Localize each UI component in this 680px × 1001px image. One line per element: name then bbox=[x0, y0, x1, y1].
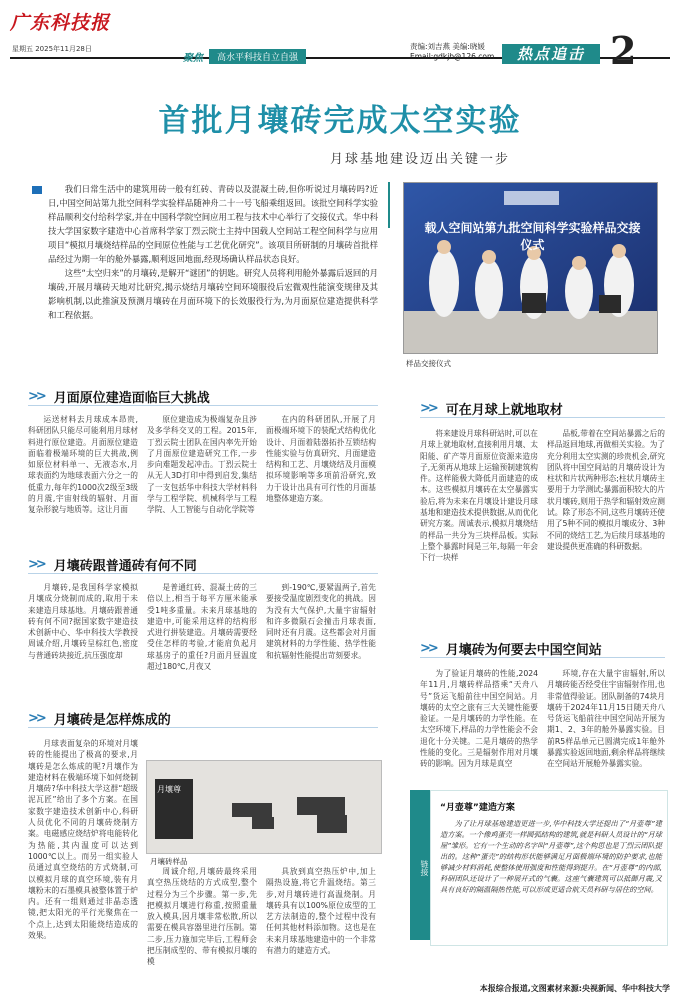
intro-paragraph: 我们日常生活中的建筑用砖一般有红砖、青砖以及混凝土砖,但你听说过月壤砖吗?近日,中国空间站第九批空间科学实验样品随神舟二十一号飞船乘组返回。该批空间科学实验样品顺利交付给科学家,并在中国科学院空间应用工程与技术中心举行了交接仪式。华中科技大学国家数字建造中心首席科学家丁烈云院士主持中国载人空间站工程空间科学与应用项目“模拟月壤烧结样品的空间原位性能与工艺优化研究”。该项目所研制的月壤砖首批样品经过为期一年的舱外暴露,顺利返回地面,经现场确认样品状态良好。 bbox=[48, 184, 378, 264]
editors-line: 责编:刘吉燕 美编:晓媛 bbox=[410, 42, 485, 51]
section-heading-text: 月壤砖是怎样炼成的 bbox=[53, 713, 171, 728]
link-title: “月壶尊”建造方案 bbox=[440, 803, 515, 813]
page-number: 2 bbox=[610, 28, 637, 73]
section-column bbox=[28, 582, 138, 661]
chevron-right-icon: >> bbox=[420, 641, 436, 656]
brick-photo bbox=[146, 760, 382, 854]
intro-text bbox=[48, 182, 378, 322]
section-paragraph: 具放到真空热压炉中,加上隔热设施,将它升温烧结。第三步,对月壤砖进行高温烧制。月壤砖具有以100%原位成型的工艺方法制造的,整个过程中没有任何其他材料添加物。这也是在未来月球基地建造中的一个非常有潜力的建造方式。 bbox=[266, 867, 376, 956]
section-paragraph: 为了验证月壤砖的性能,2024年11月,月壤砖样品搭乘“天舟八号”货运飞船前往中国空间站。月壤砖的太空之旅有三大关键性能要验证。一是月壤砖的力学性能。在太空环境下,样品的力学性能会不会退化十分关键。二是月壤砖的热学性能的变化。三是辐射作用对月壤砖的影响。因为月球是真空 bbox=[420, 669, 538, 769]
section-column bbox=[547, 668, 665, 770]
photo-banner: 载人空间站第九批空间科学实验样品交接仪式 bbox=[424, 221, 641, 252]
section-column bbox=[28, 738, 138, 941]
chevron-right-icon: >> bbox=[420, 401, 436, 416]
section-column bbox=[266, 582, 376, 661]
ceremony-photo bbox=[403, 182, 658, 354]
section-heading-text: 月壤砖为何要去中国空间站 bbox=[445, 643, 602, 658]
section-heading-5 bbox=[28, 710, 378, 728]
article-subtitle: 月球基地建设迈出关键一步 bbox=[329, 152, 510, 167]
section-heading-4 bbox=[420, 640, 665, 658]
section-paragraph: 周诚介绍,月壤砖最终采用真空热压烧结的方式成型,整个过程分为三个步骤。第一步,先把模拟月壤进行称重,按照重量放入模具,因月壤非常松散,所以需要在模具容器里进行压制。第二步,压力施加完毕后,工程师会把压制成型的、带有模拟月壤的模 bbox=[147, 867, 257, 967]
source-note: 本报综合报道,文图素材来源:央视新闻、华中科技大学 bbox=[479, 984, 670, 993]
section-column bbox=[147, 414, 257, 516]
section-label: 高水平科技自立自强 bbox=[209, 49, 306, 64]
section-paragraph: 将来建设月球科研站时,可以在月球上就地取材,直接利用月壤、太阳能、矿产等月面原位资源来造房子,无须再从地球上运输预制建筑构件。这样能极大降低月面建造的成本。这些模拟月壤砖在太空暴露实验后,将为未来在月壤设计建设月球基地和建造技术提供数据,从而优化研究方案。周诚表示,模拟月壤烧结的样品一共分为三块样品板。实际上整个暴露时间是三年,每隔一年会下行一块样 bbox=[420, 429, 538, 563]
issue-date: 星期五 2025年11月28日 bbox=[12, 45, 92, 53]
section-column bbox=[266, 866, 376, 956]
section-paragraph: 原位建造成为极端复杂且涉及多学科交叉的工程。2015年,丁烈云院士团队在国内率先开始了月面原位建造研究工作,一步步向难题发起冲击。丁烈云院士从无人3D打印中得到启发,集结了一支包括华中科技大学材料科学与工程学院、机械科学与工程学院、人工智能与自动化学院等 bbox=[147, 415, 257, 515]
section-heading-3 bbox=[28, 556, 378, 574]
section-paragraph: 月球表面复杂的环境对月壤砖的性能提出了极高的要求,月壤砖是怎么炼成的呢?月壤作为建造材料在极端环境下如何烧制月壤砖?华中科技大学这群“超级泥瓦匠”给出了多个方案。在国家数字建造技术创新中心,科研人员优化不同的月壤砖烧制方案。电磁感应烧结炉将电能转化为热能,其内温度可以达到1000℃以上。而另一组实验人员通过真空烧结的方式烧制,可以模拟月球的真空环境,装有月壤粉末的石墨模具被整体置于炉内。还有一组则通过非晶态透镜,把太阳光的平行光聚焦在一个点上,达到太阳能烧结造成的效果。 bbox=[28, 739, 138, 941]
section-column bbox=[420, 428, 538, 564]
column-name: 热点追击 bbox=[502, 44, 600, 64]
section-column bbox=[266, 414, 376, 504]
section-paragraph: 是普通红砖、混凝土砖的三倍以上,相当于每平方厘米能承受1吨多重量。未来月球基地的建造中,可能采用这样的结构形式进行拼装建造。月壤砖需要经受住怎样的考验,才能肩负起月球基房子的重任?月面月昼温度超过180℃,月夜又 bbox=[147, 583, 257, 672]
section-column bbox=[147, 582, 257, 672]
brick-photo-art bbox=[147, 761, 382, 854]
section-ital-label: 聚焦 bbox=[183, 52, 203, 64]
chevron-right-icon: >> bbox=[28, 711, 44, 726]
section-column bbox=[147, 866, 257, 968]
section-paragraph: 在内的科研团队,开展了月面极端环境下的装配式结构优化设计、月面着陆器拓扑互锁结构性能实验与仿真研究、月面建造结构和工艺、月壤烧结及月面模拟环境影响等多项前沿研究,致力于设计出具有可行性的月面基地整体建造方案。 bbox=[266, 415, 376, 504]
intro-paragraph: 这些“太空归来”的月壤砖,是解开“谜团”的钥匙。研究人员将利用舱外暴露后返回的月壤砖,开展月壤砖天地对比研究,揭示烧结月壤砖空间环境服役后宏微观性能演变规律及其影响机制,以此推演及预测月壤砖在月面环境下的长效服役行为,为月面原位建造提供科学和工程依据。 bbox=[48, 268, 378, 320]
editors-info bbox=[410, 42, 494, 62]
brick-caption: 月壤砖样品 bbox=[150, 857, 188, 866]
section-paragraph: 品板,带着在空间站暴露之后的样品返回地球,再做相关实验。为了充分利用太空实测的珍贵机会,研究团队将中国空间站的月壤砖设计为柱状和片状两种形态;柱状月壤砖主要用于力学测试;暴露面积较大的片状月壤砖,则用于热学和辐射效应测试。除了形态不同,这些月壤砖还使用了5种不同的模拟月壤成分、3种不同的烧结工艺,为后续月球基地的建设提供更准确的科研数据。 bbox=[547, 429, 665, 551]
section-heading-text: 月壤砖跟普通砖有何不同 bbox=[53, 559, 197, 574]
section-heading-1 bbox=[28, 388, 378, 406]
link-body: 为了让月球基地建造更进一步,华中科技大学还提出了“月壶尊”建造方案。一个像鸡蛋壳一样圆弧结构的建筑,就是科研人员设计的“月球屋”雏形。它有一个生动的名字叫“月壶尊”,这个构思也是丁烈云团队提出的。这种“蛋壳”的结构形状能够满足月面极端环境的防护要求,也能够减少材料消耗,使整体使用强度和性能得到提升。在“月壶尊”的内部,科研团队还设计了一种展开式的气囊。这座气囊建筑可以抵御月震,又具有良好的隔温隔热性能,可以形成更适合航天员科研与居住的空间。 bbox=[440, 819, 662, 894]
article-title: 首批月壤砖完成太空实验 bbox=[158, 103, 522, 139]
section-column bbox=[420, 668, 538, 770]
link-chip: 链接 bbox=[410, 790, 430, 940]
ceremony-photo-art bbox=[404, 183, 658, 354]
intro-marker bbox=[32, 186, 42, 194]
masthead-logo: 广东科技报 bbox=[10, 12, 111, 34]
section-column bbox=[28, 414, 138, 516]
editors-email: Email:gdkjb@126.com bbox=[410, 52, 495, 61]
section-paragraph: 环境,存在大量宇宙辐射,所以月壤砖能否经受住宇宙辐射作用,也非常值得验证。团队制备的74块月壤砖于2024年11月15日随天舟八号货运飞船前往中国空间站开展为期1、2、3年的舱外暴露实验。目前R5样品单元已圆满完成1年舱外暴露实验返回地面,剩余样品将继续在空间站开展舱外暴露实验。 bbox=[547, 669, 665, 769]
accent-bar bbox=[388, 182, 390, 228]
section-heading-text: 月面原位建造面临巨大挑战 bbox=[53, 391, 210, 406]
section-column bbox=[547, 428, 665, 552]
section-paragraph: 运送材料去月球成本昂贵,科研团队只能尽可能利用月球材料进行原位建造。月面原位建造面临着极端环境的巨大挑战,例如原位材料单一、无液态水,月球表面约为地球表面六分之一的低重力,每年约1000次2级至3级的月震,宇宙射线的辐射、月面复杂形貌与地质等。这让月面 bbox=[28, 415, 138, 515]
chevron-right-icon: >> bbox=[28, 389, 44, 404]
section-paragraph: 月壤砖,是我国科学家模拟月壤成分烧制而成的,取用于未来建造月球基地。月壤砖跟普通砖有何不同?据国家数字建造技术创新中心、华中科技大学教授周诚介绍,月壤砖呈棕红色,密度与普通砖块接近,抗压强度却 bbox=[28, 583, 138, 660]
section-heading-text: 可在月球上就地取材 bbox=[445, 403, 563, 418]
section-tag bbox=[183, 50, 306, 62]
photo-caption: 样品交接仪式 bbox=[406, 359, 451, 368]
brick-label: 月壤尊 bbox=[157, 785, 181, 794]
chevron-right-icon: >> bbox=[28, 557, 44, 572]
section-paragraph: 到-190℃,要紧温两子,首先要接受温度剧烈变化的挑战。因为没有大气保护,大量宇宙辐射和许多微陨石会撞击月球表面,同时还有月震。这些都会对月面建筑材料的力学性能、热学性能和抗辐射性能提出苛刻要求。 bbox=[266, 583, 376, 660]
section-heading-2 bbox=[420, 400, 665, 418]
